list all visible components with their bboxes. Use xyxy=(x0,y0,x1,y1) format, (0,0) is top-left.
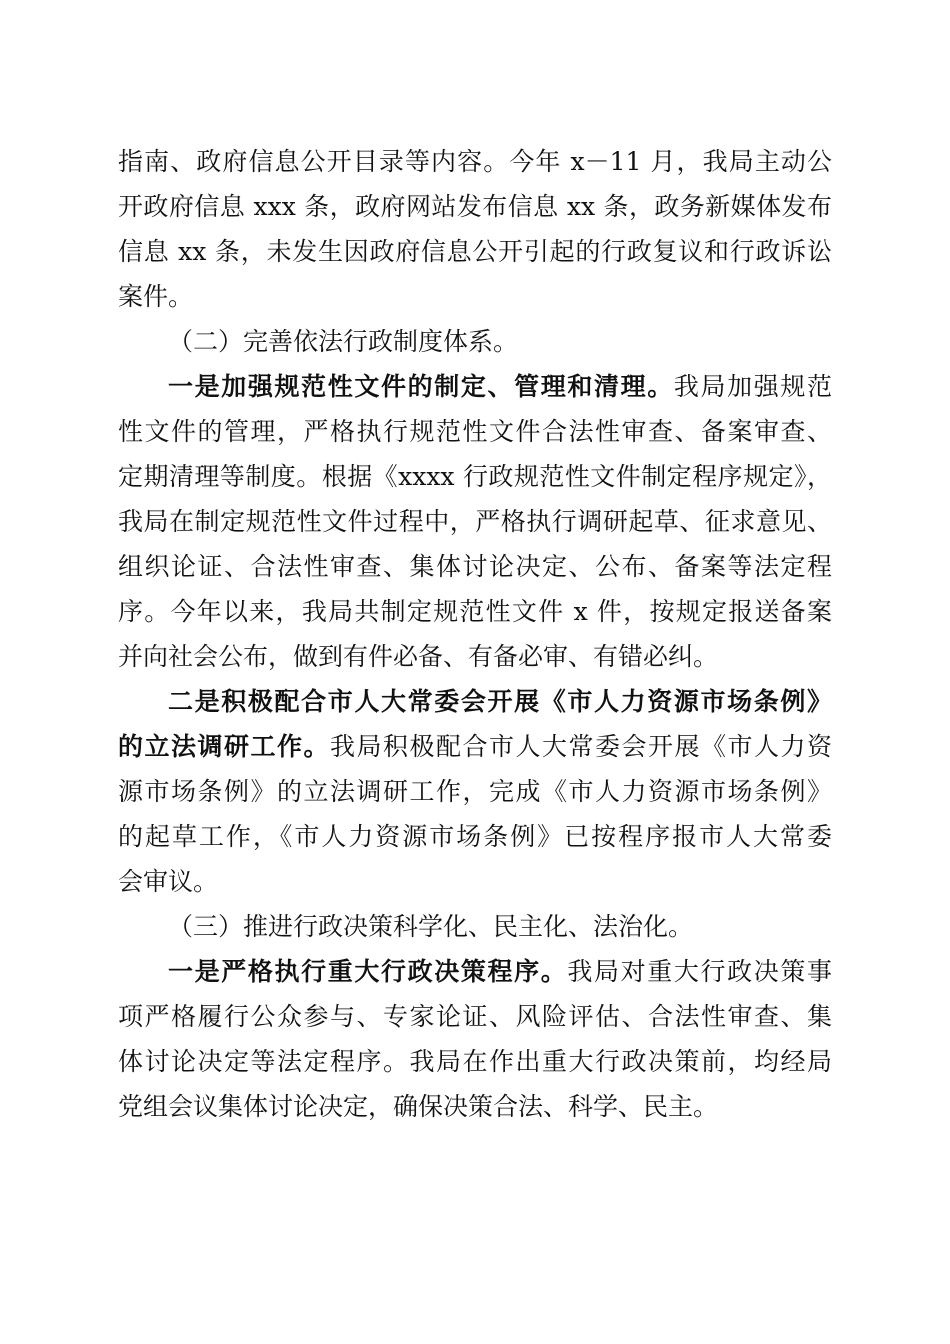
text-line: 序。今年以来，我局共制定规范性文件 x 件，按规定报送备案 xyxy=(118,597,832,626)
document-body xyxy=(118,139,832,1129)
text-line: 指南、政府信息公开目录等内容。今年 x－11 月，我局主动公 xyxy=(118,147,832,176)
text-line: 源市场条例》的立法调研工作，完成《市人力资源市场条例》 xyxy=(118,777,832,806)
paragraph-normative-documents xyxy=(118,364,832,679)
text-line: 案件。 xyxy=(118,282,194,311)
text-line: 体讨论决定等法定程序。我局在作出重大行政决策前，均经局 xyxy=(118,1047,832,1076)
text-line: 定期清理等制度。根据《xxxx 行政规范性文件制定程序规定》， xyxy=(118,462,832,491)
paragraph-info-disclosure xyxy=(118,139,832,319)
text-run: 我局加强规范 xyxy=(673,372,832,401)
text-line xyxy=(118,364,832,409)
text-line: 党组会议集体讨论决定，确保决策合法、科学、民主。 xyxy=(118,1092,719,1121)
text-line: 会审议。 xyxy=(118,867,219,896)
text-line: 项严格履行公众参与、专家论证、风险评估、合法性审查、集 xyxy=(118,1002,832,1031)
text-line xyxy=(118,949,832,994)
bold-lead: 一是严格执行重大行政决策程序。 xyxy=(168,957,568,986)
text-line: 开政府信息 xxx 条，政府网站发布信息 xx 条，政务新媒体发布 xyxy=(118,192,832,221)
text-line: 二是积极配合市人大常委会开展《市人力资源市场条例》 xyxy=(168,687,832,716)
section-heading-2: （二）完善依法行政制度体系。 xyxy=(168,327,519,356)
bold-lead: 一是加强规范性文件的制定、管理和清理。 xyxy=(168,372,674,401)
text-line: 组织论证、合法性审查、集体讨论决定、公布、备案等法定程 xyxy=(118,552,832,581)
paragraph-major-decisions xyxy=(118,949,832,1129)
text-line xyxy=(118,724,832,769)
text-line: 性文件的管理，严格执行规范性文件合法性审查、备案审查、 xyxy=(118,417,832,446)
text-run: 我局积极配合市人大常委会开展《市人力资 xyxy=(330,732,832,761)
text-line: 并向社会公布，做到有件必备、有备必审、有错必纠。 xyxy=(118,642,719,671)
section-heading-3: （三）推进行政决策科学化、民主化、法治化。 xyxy=(168,912,694,941)
text-line: 信息 xx 条，未发生因政府信息公开引起的行政复议和行政诉讼 xyxy=(118,237,832,266)
text-run: 我局对重大行政决策事 xyxy=(567,957,832,986)
text-line: 我局在制定规范性文件过程中，严格执行调研起草、征求意见、 xyxy=(118,507,832,536)
text-line: 的起草工作，《市人力资源市场条例》已按程序报市人大常委 xyxy=(118,822,832,851)
bold-lead: 的立法调研工作。 xyxy=(118,732,330,761)
paragraph-legislative-research xyxy=(118,679,832,904)
